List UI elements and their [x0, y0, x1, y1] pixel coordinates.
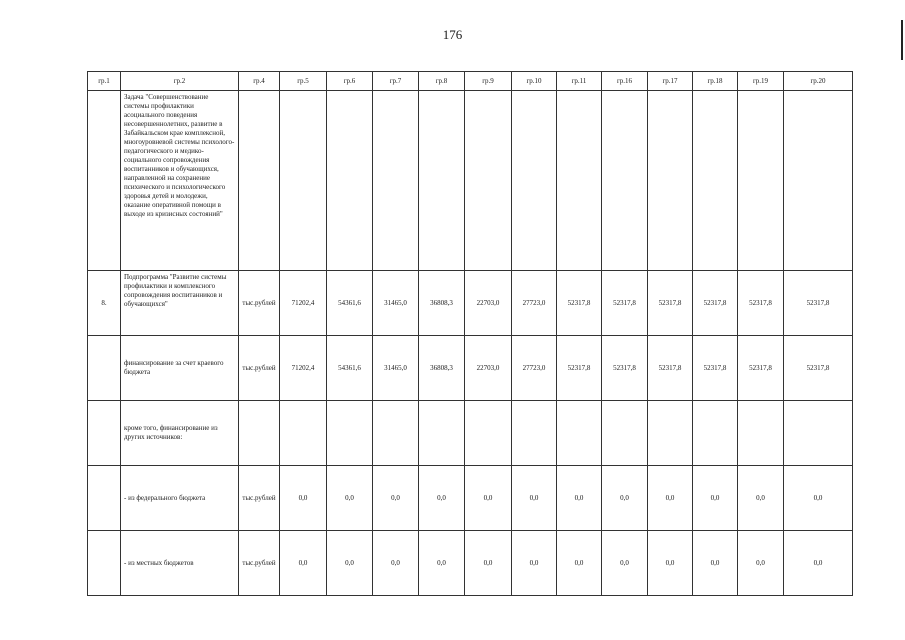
value-cell	[419, 401, 465, 466]
value-cell	[738, 401, 784, 466]
value-cell: 52317,8	[557, 336, 602, 401]
header-row	[88, 72, 853, 91]
value-cell: 52317,8	[738, 336, 784, 401]
table-row-other-sources	[88, 401, 853, 466]
value-cell: 0,0	[419, 466, 465, 531]
header-cell: гр.18	[693, 72, 738, 91]
value-cell	[648, 91, 693, 271]
description-cell: - из федерального бюджета	[121, 466, 239, 531]
value-cell	[373, 401, 419, 466]
value-cell: 52317,8	[648, 271, 693, 336]
value-cell	[512, 401, 557, 466]
table-row-task	[88, 91, 853, 271]
value-cell: 52317,8	[738, 271, 784, 336]
value-cell	[557, 91, 602, 271]
value-cell: 0,0	[557, 531, 602, 596]
value-cell: 27723,0	[512, 271, 557, 336]
value-cell	[602, 91, 648, 271]
value-cell	[784, 401, 853, 466]
header-cell: гр.11	[557, 72, 602, 91]
description-cell: - из местных бюджетов	[121, 531, 239, 596]
value-cell: 71202,4	[280, 336, 327, 401]
value-cell: 36808,3	[419, 336, 465, 401]
header-cell: гр.16	[602, 72, 648, 91]
value-cell	[419, 91, 465, 271]
value-cell: 52317,8	[602, 271, 648, 336]
description-cell: Задача "Совершенствование системы профилактики асоциального поведения несовершеннолетних, развитие в Забайкальском крае комплексной, многоуровневой системы психолого-педагогического и медико-социального сопровождения воспитанников и обучающихся, направленной на сохранение психического и психологического здоровья детей и молодежи, оказание оперативной помощи в выходе из кризисных состояний"	[121, 91, 239, 271]
header-cell: гр.6	[327, 72, 373, 91]
value-cell	[648, 401, 693, 466]
header-cell: гр.5	[280, 72, 327, 91]
value-cell: 52317,8	[557, 271, 602, 336]
value-cell	[373, 91, 419, 271]
unit-cell: тыс.рублей	[239, 466, 280, 531]
value-cell	[327, 91, 373, 271]
unit-cell: тыс.рублей	[239, 531, 280, 596]
row-number-cell	[88, 336, 121, 401]
header-cell: гр.1	[88, 72, 121, 91]
value-cell: 22703,0	[465, 271, 512, 336]
description-cell: финансирование за счет краевого бюджета	[121, 336, 239, 401]
value-cell: 36808,3	[419, 271, 465, 336]
value-cell: 52317,8	[648, 336, 693, 401]
description-cell: кроме того, финансирование из других источников:	[121, 401, 239, 466]
value-cell: 0,0	[784, 531, 853, 596]
row-number-cell	[88, 401, 121, 466]
value-cell: 0,0	[280, 466, 327, 531]
value-cell: 54361,6	[327, 271, 373, 336]
unit-cell	[239, 401, 280, 466]
value-cell: 52317,8	[693, 271, 738, 336]
value-cell	[465, 91, 512, 271]
value-cell	[512, 91, 557, 271]
value-cell	[557, 401, 602, 466]
value-cell: 0,0	[327, 466, 373, 531]
header-cell: гр.8	[419, 72, 465, 91]
header-cell: гр.10	[512, 72, 557, 91]
header-cell: гр.9	[465, 72, 512, 91]
header-cell: гр.2	[121, 72, 239, 91]
value-cell	[693, 401, 738, 466]
header-cell: гр.17	[648, 72, 693, 91]
value-cell: 0,0	[280, 531, 327, 596]
value-cell: 0,0	[648, 531, 693, 596]
header-cell: гр.20	[784, 72, 853, 91]
row-number-cell: 8.	[88, 271, 121, 336]
value-cell: 0,0	[648, 466, 693, 531]
value-cell: 71202,4	[280, 271, 327, 336]
table-row-federal-budget	[88, 466, 853, 531]
unit-cell	[239, 91, 280, 271]
value-cell	[602, 401, 648, 466]
value-cell	[465, 401, 512, 466]
header-cell: гр.4	[239, 72, 280, 91]
value-cell: 27723,0	[512, 336, 557, 401]
value-cell: 0,0	[465, 466, 512, 531]
value-cell: 22703,0	[465, 336, 512, 401]
row-number-cell	[88, 531, 121, 596]
row-number-cell	[88, 466, 121, 531]
value-cell: 0,0	[693, 531, 738, 596]
value-cell: 52317,8	[693, 336, 738, 401]
value-cell	[693, 91, 738, 271]
value-cell: 0,0	[327, 531, 373, 596]
row-number-cell	[88, 91, 121, 271]
value-cell: 0,0	[373, 531, 419, 596]
value-cell	[280, 91, 327, 271]
budget-table	[87, 71, 853, 596]
table-row-subprogram	[88, 271, 853, 336]
value-cell: 0,0	[602, 466, 648, 531]
page-edge-mark	[901, 20, 903, 60]
value-cell	[784, 91, 853, 271]
value-cell: 0,0	[373, 466, 419, 531]
value-cell: 54361,6	[327, 336, 373, 401]
header-cell: гр.7	[373, 72, 419, 91]
value-cell: 0,0	[784, 466, 853, 531]
value-cell	[327, 401, 373, 466]
value-cell: 52317,8	[602, 336, 648, 401]
value-cell: 0,0	[557, 466, 602, 531]
value-cell	[738, 91, 784, 271]
value-cell	[280, 401, 327, 466]
value-cell: 0,0	[602, 531, 648, 596]
value-cell: 0,0	[512, 531, 557, 596]
description-cell: Подпрограмма "Развитие системы профилактики и комплексного сопровождения воспитанников и обучающихся"	[121, 271, 239, 336]
value-cell: 0,0	[465, 531, 512, 596]
value-cell: 52317,8	[784, 271, 853, 336]
value-cell: 31465,0	[373, 336, 419, 401]
value-cell: 31465,0	[373, 271, 419, 336]
value-cell: 0,0	[419, 531, 465, 596]
unit-cell: тыс.рублей	[239, 336, 280, 401]
unit-cell: тыс.рублей	[239, 271, 280, 336]
page-number: 176	[442, 27, 463, 42]
table-row-regional-budget	[88, 336, 853, 401]
value-cell: 0,0	[512, 466, 557, 531]
header-cell: гр.19	[738, 72, 784, 91]
value-cell: 0,0	[738, 466, 784, 531]
value-cell: 0,0	[738, 531, 784, 596]
value-cell: 52317,8	[784, 336, 853, 401]
value-cell: 0,0	[693, 466, 738, 531]
table-row-local-budgets	[88, 531, 853, 596]
